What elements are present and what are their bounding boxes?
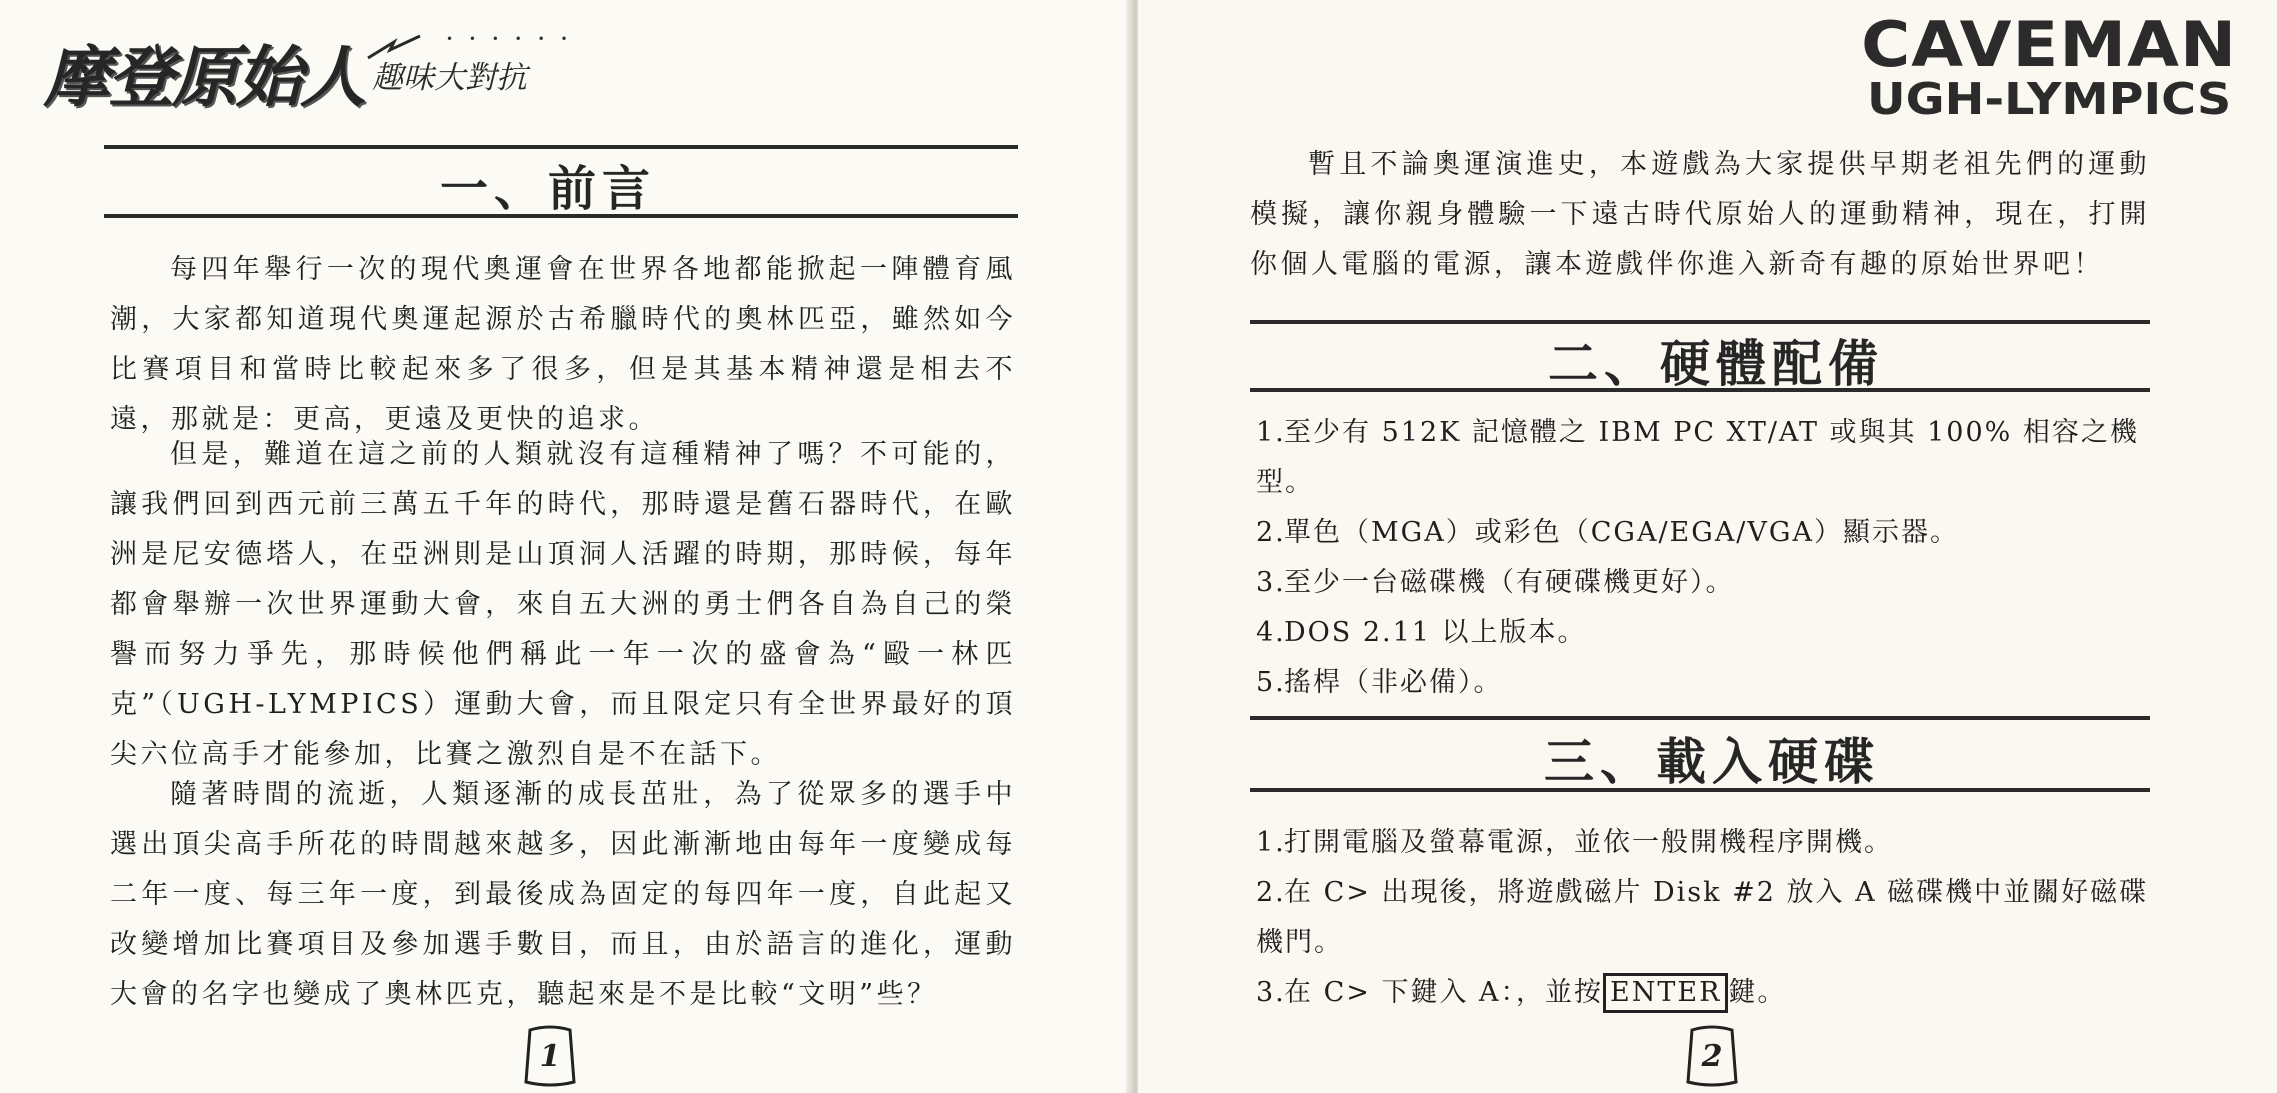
list-item: 1.打開電腦及螢幕電源，並依一般開機程序開機。	[1256, 827, 1893, 858]
list-item: 4.DOS 2.11 以上版本。	[1256, 617, 1587, 648]
section-title-install: 三、載入硬碟	[1544, 733, 1880, 791]
logo-title: 摩登原始人	[44, 39, 364, 116]
list-item: 5.搖桿（非必備）。	[1256, 667, 1503, 698]
game-logo-english	[1860, 8, 2237, 125]
install-rule-bottom	[1250, 788, 2150, 792]
enter-key-label: ENTER	[1603, 973, 1728, 1013]
logo-line-caveman: CAVEMAN	[1860, 8, 2237, 81]
intro-paragraph: 暫且不論奧運演進史，本遊戲為大家提供早期老祖先們的運動模擬，讓你親身體驗一下遠古時代原始人的運動精神，現在，打開你個人電腦的電源，讓本遊戲伴你進入新奇有趣的原始世界吧！	[1250, 149, 2150, 280]
logo-dots: • • • • • •	[446, 32, 574, 46]
game-logo-chinese	[44, 18, 584, 116]
list-item: 3.至少一台磁碟機（有硬碟機更好）。	[1256, 567, 1735, 598]
right-page	[1138, 0, 2277, 1093]
logo-line-ughlympics: UGH-LYMPICS	[1866, 74, 2231, 125]
list-item: 2.在 C> 出現後，將遊戲磁片 Disk #2 放入 A 磁碟機中並關好磁碟機門。	[1256, 877, 2149, 958]
install-list	[1256, 818, 2156, 1018]
preface-paragraph-1: 每四年舉行一次的現代奧運會在世界各地都能掀起一陣體育風潮，大家都知道現代奧運起源於古希臘時代的奧林匹亞，雖然如今比賽項目和當時比較起來多了很多，但是其基本精神還是相去不遠，那就是：更高，更遠及更快的追求。	[110, 254, 1016, 435]
preface-paragraph-2: 但是，難道在這之前的人類就沒有這種精神了嗎？不可能的，讓我們回到西元前三萬五千年的時代，那時還是舊石器時代，在歐洲是尼安德塔人，在亞洲則是山頂洞人活躍的時期，那時候，每年都會舉辦一次世界運動大會，來自五大洲的勇士們各自為自己的榮譽而努力爭先，那時候他們稱此一年一次的盛會為“毆一林匹克”（UGH-LYMPICS）運動大會，而且限定只有全世界最好的頂尖六位高手才能參加，比賽之激烈自是不在話下。	[110, 439, 1016, 770]
preface-paragraph-3: 隨著時間的流逝，人類逐漸的成長茁壯，為了從眾多的選手中選出頂尖高手所花的時間越來越多，因此漸漸地由每年一度變成每二年一度、每三年一度，到最後成為固定的每四年一度，自此起又改變增加比賽項目及參加選手數目，而且，由於語言的進化，運動大會的名字也變成了奧林匹克，聽起來是不是比較“文明”些？	[110, 779, 1016, 1010]
list-item: 1.至少有 512K 記憶體之 IBM PC XT/AT 或與其 100% 相容之機型。	[1256, 417, 2139, 498]
install-rule-top	[1250, 716, 2150, 720]
section-title-hardware: 二、硬體配備	[1548, 335, 1884, 393]
section-rule-top	[104, 145, 1018, 149]
hardware-list	[1256, 408, 2156, 708]
section-title-preface: 一、前言	[440, 161, 657, 217]
left-page	[0, 0, 1130, 1093]
page-number-2: 2	[1682, 1024, 1742, 1088]
section-rule-bottom	[104, 214, 1018, 218]
hardware-rule-bottom	[1250, 388, 2150, 392]
logo-subtitle: 趣味大對抗	[372, 60, 527, 96]
list-item: 2.單色（MGA）或彩色（CGA/EGA/VGA）顯示器。	[1256, 517, 1959, 548]
page-number-1: 1	[520, 1024, 580, 1088]
list-item: 3.在 C> 下鍵入 A：，並按 ENTER 鍵。	[1256, 968, 2156, 1018]
